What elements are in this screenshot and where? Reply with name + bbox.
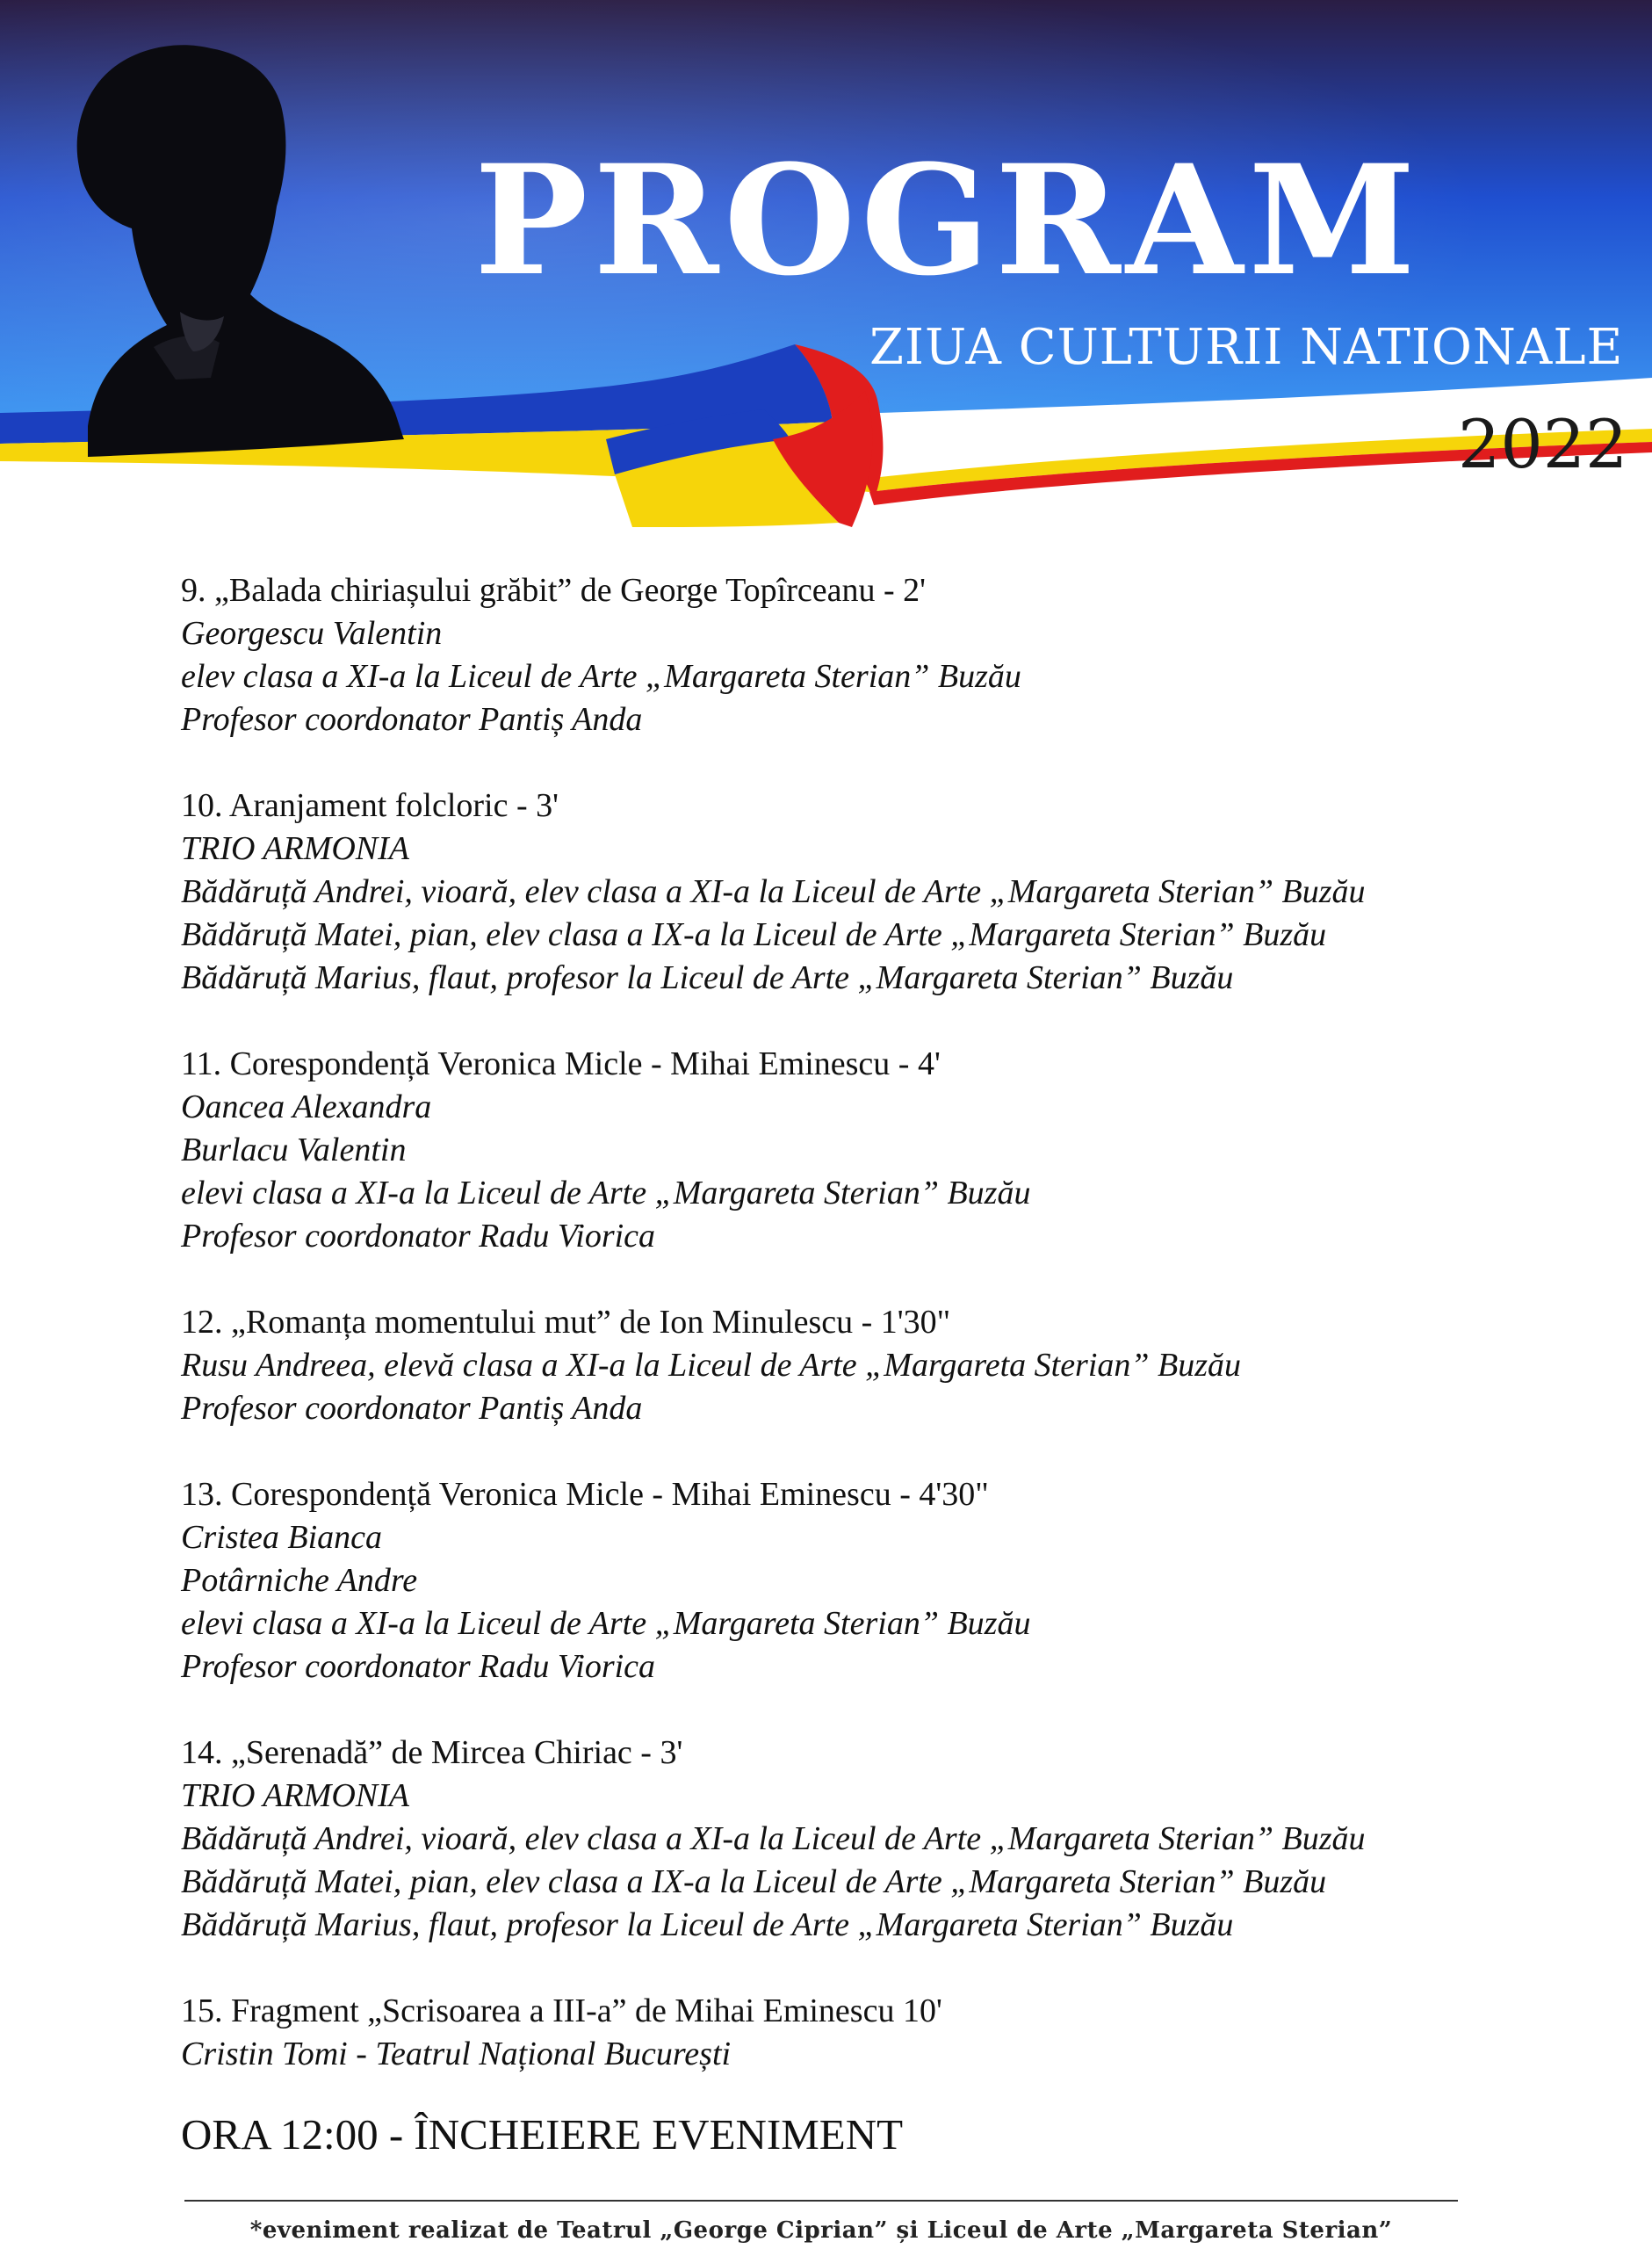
program-item-detail: Georgescu Valentin — [181, 615, 443, 652]
program-item-detail: Cristin Tomi - Teatrul Național București — [181, 2036, 732, 2072]
program-item-detail: Bădăruță Andrei, vioară, elev clasa a XI-a la Liceul de Arte „Margareta Sterian” Buzău — [181, 873, 1366, 910]
program-item-detail: Potârniche Andre — [181, 1562, 418, 1599]
header-banner — [0, 0, 1652, 527]
program-item-detail: Bădăruță Marius, flaut, profesor la Liceul de Arte „Margareta Sterian” Buzău — [181, 1906, 1234, 1943]
footer-note: *eveniment realizat de Teatrul „George Ciprian” și Liceul de Arte „Margareta Sterian” — [249, 2217, 1393, 2244]
program-item — [181, 1301, 1621, 1430]
program-item-detail: Oancea Alexandra — [181, 1088, 432, 1125]
program-item — [181, 1043, 1621, 1258]
program-list — [181, 569, 1621, 2119]
event-year: 2022 — [1458, 405, 1628, 483]
program-item-detail: Bădăruță Matei, pian, elev clasa a IX-a la Liceul de Arte „Margareta Sterian” Buzău — [181, 916, 1327, 953]
page-subtitle: ZIUA CULTURII NATIONALE — [869, 319, 1624, 376]
program-item-detail: elevi clasa a XI-a la Liceul de Arte „Margareta Sterian” Buzău — [181, 1175, 1031, 1211]
program-item-detail: Profesor coordonator Pantiș Anda — [181, 701, 643, 738]
program-item — [181, 1990, 1621, 2076]
program-item-title: 13. Corespondență Veronica Micle - Mihai Eminescu - 4'30" — [181, 1476, 989, 1513]
program-item-title: 15. Fragment „Scrisoarea a III-a” de Mihai Eminescu 10' — [181, 1992, 942, 2029]
program-item-detail: Cristea Bianca — [181, 1519, 383, 1556]
program-item-title: 9. „Balada chiriașului grăbit” de George Topîrceanu - 2' — [181, 572, 926, 609]
program-item-detail: TRIO ARMONIA — [181, 1777, 409, 1814]
footer-divider — [184, 2200, 1458, 2202]
program-item — [181, 569, 1621, 741]
program-item-detail: Profesor coordonator Radu Viorica — [181, 1218, 656, 1255]
program-item-title: 12. „Romanța momentului mut” de Ion Minulescu - 1'30" — [181, 1304, 951, 1341]
program-item-detail: Bădăruță Andrei, vioară, elev clasa a XI-a la Liceul de Arte „Margareta Sterian” Buzău — [181, 1820, 1366, 1857]
program-item — [181, 785, 1621, 1000]
closing-statement: ORA 12:00 - ÎNCHEIERE EVENIMENT — [181, 2110, 904, 2159]
program-item-detail: TRIO ARMONIA — [181, 830, 409, 867]
program-item — [181, 1473, 1621, 1689]
program-item-detail: Bădăruță Marius, flaut, profesor la Liceul de Arte „Margareta Sterian” Buzău — [181, 959, 1234, 996]
program-item-detail: Profesor coordonator Pantiș Anda — [181, 1390, 643, 1427]
program-item-title: 11. Corespondență Veronica Micle - Mihai Eminescu - 4' — [181, 1045, 941, 1082]
program-item-detail: Rusu Andreea, elevă clasa a XI-a la Liceul de Arte „Margareta Sterian” Buzău — [181, 1347, 1242, 1384]
program-item-detail: elevi clasa a XI-a la Liceul de Arte „Margareta Sterian” Buzău — [181, 1605, 1031, 1642]
program-item-detail: Bădăruță Matei, pian, elev clasa a IX-a la Liceul de Arte „Margareta Sterian” Buzău — [181, 1863, 1327, 1900]
program-item-title: 14. „Serenadă” de Mircea Chiriac - 3' — [181, 1734, 683, 1771]
page-title: PROGRAM — [474, 131, 1421, 309]
program-item-detail: elev clasa a XI-a la Liceul de Arte „Margareta Sterian” Buzău — [181, 658, 1021, 695]
program-item-title: 10. Aranjament folcloric - 3' — [181, 787, 559, 824]
program-item-detail: Burlacu Valentin — [181, 1132, 407, 1168]
program-item-detail: Profesor coordonator Radu Viorica — [181, 1648, 656, 1685]
program-item — [181, 1732, 1621, 1947]
